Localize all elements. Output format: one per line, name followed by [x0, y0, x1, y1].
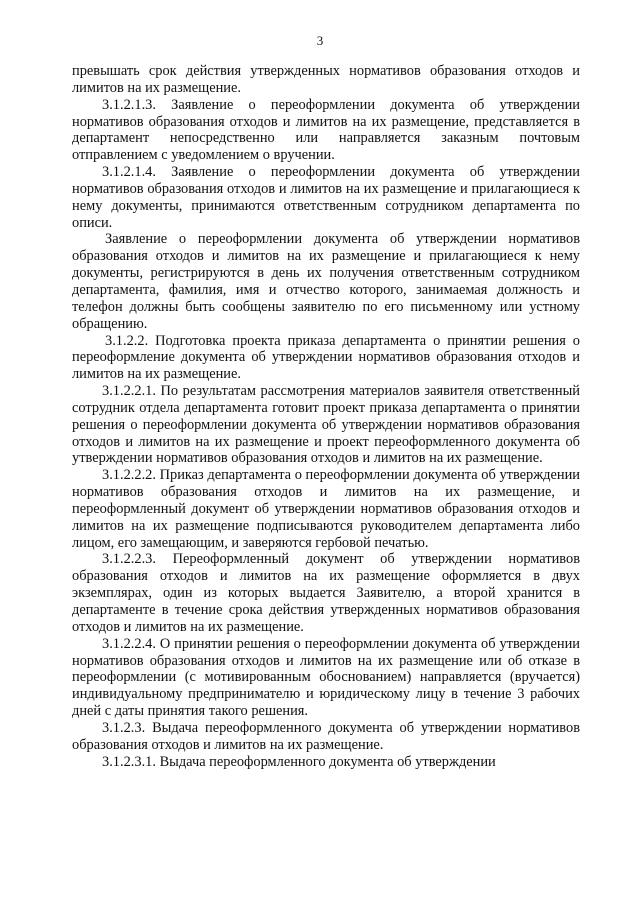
paragraph-3-1-2-2-2: 3.1.2.2.2. Приказ департамента о переоформлении документа об утверждении нормативов образования отходов и лимитов на их размещение, и переоформленный документ об утверждении нормативов образования отходов и лимитов на их размещение подписываются руководителем департамента либо лицом, его замещающим, и заверяются гербовой печатью. [72, 467, 580, 551]
document-body [72, 63, 580, 770]
paragraph-registration: Заявление о переоформлении документа об утверждении нормативов образования отходов и лимитов на их размещение и прилагающиеся к нему документы, регистрируются в день их получения ответственным сотрудником департамента, фамилия, имя и отчество которого, занимаемая должность и телефон должны быть сообщены заявителю по его письменному или устному обращению. [72, 231, 580, 332]
paragraph-3-1-2-2-4: 3.1.2.2.4. О принятии решения о переоформлении документа об утверждении нормативов образования отходов и лимитов на их размещение или об отказе в переоформлении (с мотивированным обоснованием) направляется (вручается) индивидуальному предпринимателю и юридическому лицу в течение 3 рабочих дней с даты принятия такого решения. [72, 635, 580, 720]
paragraph-3-1-2-1-3: 3.1.2.1.3. Заявление о переоформлении документа об утверждении нормативов образования отходов и лимитов на их размещение, представляется в департамент непосредственно или направляется заказным почтовым отправлением с уведомлением о вручении. [72, 96, 580, 164]
paragraph-continuation: превышать срок действия утвержденных нормативов образования отходов и лимитов на их размещение. [72, 63, 580, 96]
paragraph-3-1-2-2: 3.1.2.2. Подготовка проекта приказа департамента о принятии решения о переоформление документа об утверждении нормативов образования отходов и лимитов на их размещение. [72, 332, 580, 383]
paragraph-3-1-2-3: 3.1.2.3. Выдача переоформленного документа об утверждении нормативов образования отходов и лимитов на их размещение. [72, 719, 580, 753]
paragraph-3-1-2-3-1: 3.1.2.3.1. Выдача переоформленного документа об утверждении [102, 753, 496, 770]
page-number: 3 [316, 33, 324, 48]
paragraph-3-1-2-1-4: 3.1.2.1.4. Заявление о переоформлении документа об утверждении нормативов образования отходов и лимитов на их размещение и прилагающиеся к нему документы, принимаются ответственным сотрудником департамента по описи. [72, 164, 580, 231]
paragraph-3-1-2-2-3: 3.1.2.2.3. Переоформленный документ об утверждении нормативов образования отходов и лимитов на их размещение оформляется в двух экземплярах, один из которых выдается Заявителю, а второй хранится в департаменте в течение срока действия утвержденных нормативов образования отходов и лимитов на их размещение. [72, 551, 580, 635]
paragraph-3-1-2-2-1: 3.1.2.2.1. По результатам рассмотрения материалов заявителя ответственный сотрудник отдела департамента готовит проект приказа департамента о принятии решения о переоформлении документа об утверждении нормативов образования отходов и лимитов на их размещение и проект переоформленного документа об утверждении нормативов образования отходов и лимитов на их размещение. [72, 383, 580, 467]
